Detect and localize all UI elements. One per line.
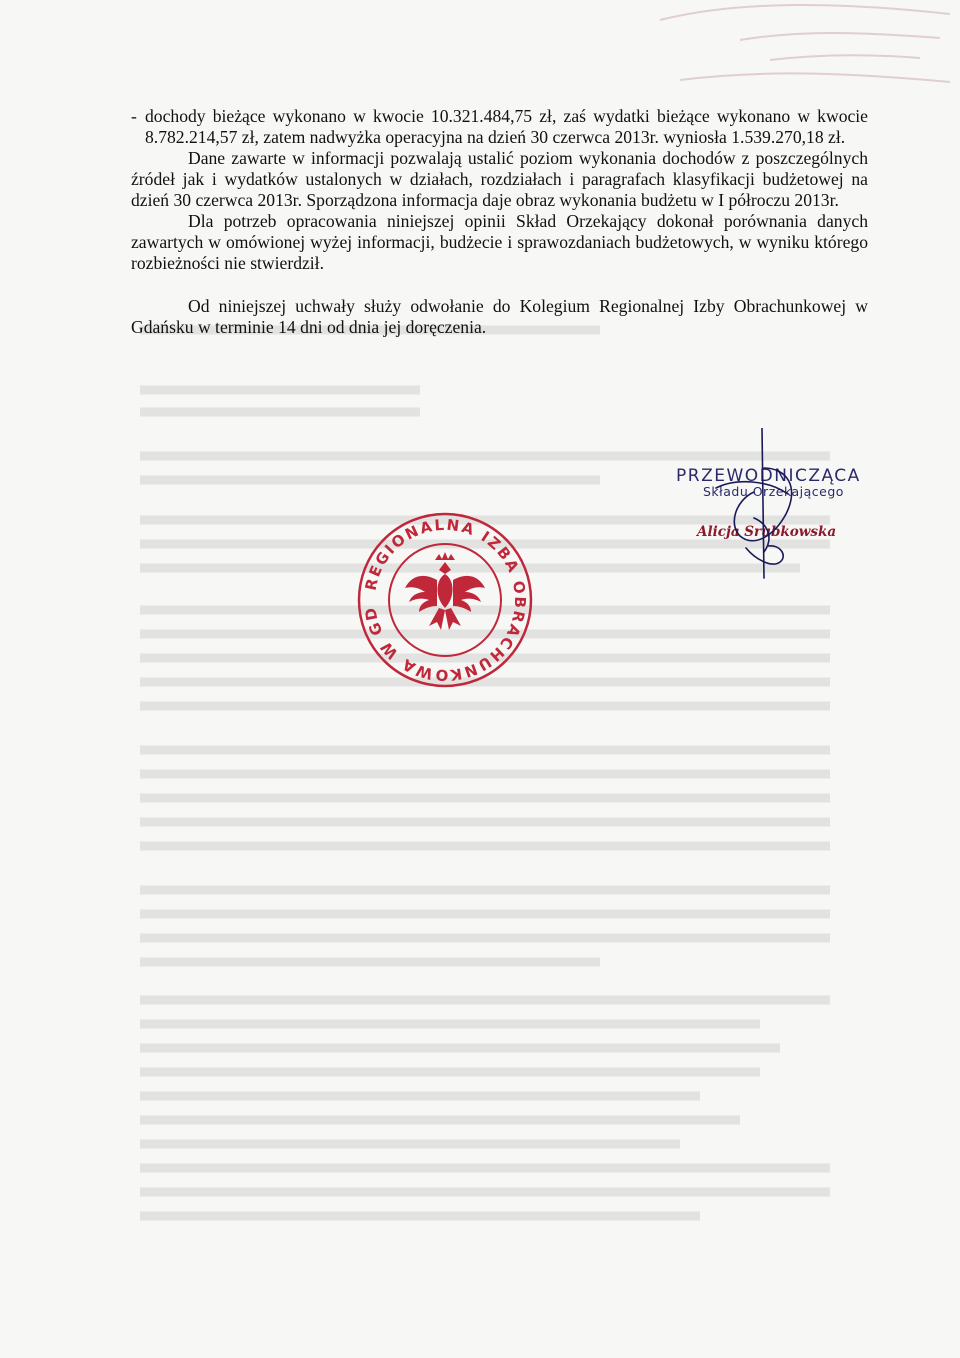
signature-stamp-subtitle: Składu Orzekającego	[703, 484, 844, 499]
signature-stamp-name: Alicja Srubkowska	[697, 524, 837, 540]
svg-text:REGIONALNA IZBA OBRACHUNKOWA W: REGIONALNA IZBA OBRACHUNKOWA W GD	[361, 515, 530, 685]
paragraph-budget-results: dochody bieżące wykonano w kwocie 10.321.484,75 zł, zaś wydatki bieżące wykonano w kwocie 8.782.214,57 zł, zatem nadwyżka operacyjna na dzień 30 czerwca 2013r. wyniosła 1.539.270,18 zł.	[145, 106, 868, 147]
official-round-seal	[355, 510, 535, 690]
bullet-dash: -	[131, 106, 137, 126]
reverse-side-stamp-shadow	[620, 0, 960, 100]
chairperson-signature-block	[676, 428, 876, 588]
paragraph-appeal: Od niniejszej uchwały służy odwołanie do Kolegium Regionalnej Izby Obrachunkowej w Gdańsku w terminie 14 dni od dnia jej doręczenia.	[131, 296, 868, 337]
signature-stamp-title: PRZEWODNICZĄCA	[676, 466, 861, 486]
eagle-emblem	[405, 552, 485, 630]
paragraph-information-data: Dane zawarte w informacji pozwalają ustalić poziom wykonania dochodów z poszczególnych źródeł jak i wydatków ustalonych w działach, rozdziałach i paragrafach klasyfikacji budżetowej na dzień 30 czerwca 2013r. Sporządzona informacja daje obraz wykonania budżetu w I półroczu 2013r.	[131, 148, 868, 210]
document-body	[131, 106, 868, 338]
handwritten-signature	[676, 428, 876, 588]
paragraph-bullet	[131, 106, 868, 148]
paragraph-comparison: Dla potrzeb opracowania niniejszej opinii Skład Orzekający dokonał porównania danych zawartych w omówionej wyżej informacji, budżecie i sprawozdaniach budżetowych, w wyniku którego rozbieżności nie stwierdził.	[131, 211, 868, 273]
